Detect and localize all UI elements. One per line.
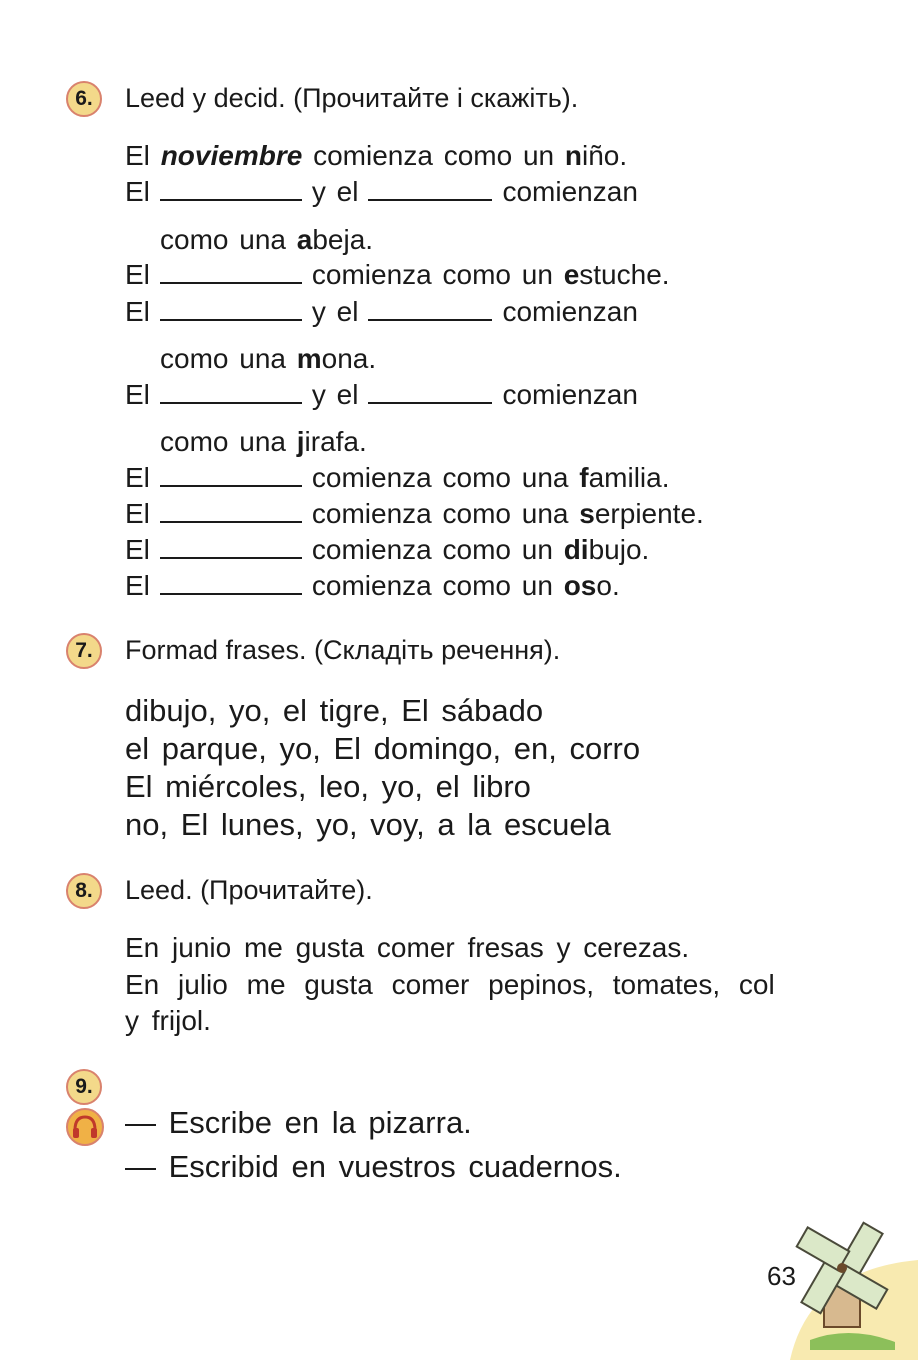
exercise-6-line <box>160 342 376 376</box>
exercise-7-instruction: Formad frases. (Складіть речення). <box>125 635 561 665</box>
answer-blank[interactable] <box>368 297 492 321</box>
exercise-8-line: y frijol. <box>125 1005 211 1036</box>
exercise-8-line: En julio me gusta comer pepinos, tomates, col <box>125 969 775 1000</box>
answer-blank[interactable] <box>160 177 302 201</box>
line-text: como una <box>160 426 297 457</box>
line-word: comienzan <box>502 176 638 207</box>
line-text: stuche. <box>579 259 670 290</box>
exercise-6-line <box>125 175 638 209</box>
line-word: El <box>125 379 150 410</box>
exercise-7-line: El miércoles, leo, yo, el libro <box>125 769 531 804</box>
answer-blank[interactable] <box>160 297 302 321</box>
line-word: El <box>125 534 150 565</box>
line-text: o. <box>596 570 620 601</box>
line-text: comienza como un <box>311 259 564 290</box>
line-word: y el <box>311 296 359 327</box>
page-number: 63 <box>767 1261 796 1291</box>
example-highlight: n <box>564 140 582 171</box>
exercise-8-badge: 8. <box>66 873 102 909</box>
line-text: bujo. <box>588 534 650 565</box>
answer-blank[interactable] <box>160 463 302 487</box>
exercise-6-line <box>125 569 620 603</box>
line-text: ona. <box>321 343 377 374</box>
line-highlight: j <box>296 426 305 457</box>
answer-blank[interactable] <box>160 499 302 523</box>
line-text: como una <box>160 224 297 255</box>
line-text: comienza como un <box>311 570 564 601</box>
exercise-6-instruction: Leed y decid. (Прочитайте і скажіть). <box>125 83 579 113</box>
exercise-9-line: — Escribid en vuestros cuadernos. <box>125 1149 622 1184</box>
exercise-6-line <box>125 533 649 567</box>
exercise-9-badge: 9. <box>66 1069 102 1105</box>
answer-blank[interactable] <box>160 571 302 595</box>
line-text: amilia. <box>588 462 670 493</box>
exercise-7-line: no, El lunes, yo, voy, a la escuela <box>125 807 611 842</box>
line-word: El <box>125 176 150 207</box>
line-highlight: m <box>296 343 322 374</box>
exercise-6-line <box>125 258 670 292</box>
exercise-7-line: dibujo, yo, el tigre, El sábado <box>125 693 544 728</box>
exercise-9-line: — Escribe en la pizarra. <box>125 1105 472 1140</box>
exercise-6-line <box>125 378 638 412</box>
line-word: El <box>125 462 150 493</box>
line-highlight: f <box>579 462 589 493</box>
answer-blank[interactable] <box>160 380 302 404</box>
line-text: comienza como una <box>311 462 580 493</box>
exercise-8-instruction: Leed. (Прочитайте). <box>125 875 373 905</box>
line-highlight: s <box>579 498 595 529</box>
answer-blank[interactable] <box>368 177 492 201</box>
exercise-7-badge: 7. <box>66 633 102 669</box>
example-word: noviembre <box>160 140 303 171</box>
example-mid: comienza como un <box>302 140 565 171</box>
exercise-6-line <box>125 295 638 329</box>
exercise-6-badge: 6. <box>66 81 102 117</box>
line-word: El <box>125 570 150 601</box>
exercise-7-line: el parque, yo, El domingo, en, corro <box>125 731 641 766</box>
line-highlight: di <box>563 534 589 565</box>
exercise-6-example <box>125 139 627 173</box>
exercise-6-line <box>125 497 704 531</box>
line-word: comienzan <box>502 379 638 410</box>
line-text: beja. <box>312 224 374 255</box>
exercise-6-line <box>160 425 367 459</box>
answer-blank[interactable] <box>368 380 492 404</box>
line-word: y el <box>311 176 359 207</box>
line-text: como una <box>160 343 297 374</box>
line-text: irafa. <box>304 426 367 457</box>
example-rest: iño. <box>581 140 628 171</box>
line-word: El <box>125 259 150 290</box>
line-text: comienza como una <box>311 498 580 529</box>
exercise-8-line: En junio me gusta comer fresas y cerezas. <box>125 932 690 963</box>
answer-blank[interactable] <box>160 260 302 284</box>
headphones-icon <box>66 1108 104 1146</box>
line-text: comienza como un <box>311 534 564 565</box>
line-word: comienzan <box>502 296 638 327</box>
line-highlight: e <box>563 259 580 290</box>
line-word: El <box>125 498 150 529</box>
line-word: El <box>125 296 150 327</box>
line-word: y el <box>311 379 359 410</box>
exercise-6-line <box>125 461 670 495</box>
example-pre: El <box>125 140 161 171</box>
exercise-6-line <box>160 223 373 257</box>
line-highlight: a <box>296 224 313 255</box>
answer-blank[interactable] <box>160 535 302 559</box>
line-highlight: os <box>563 570 597 601</box>
line-text: erpiente. <box>594 498 704 529</box>
